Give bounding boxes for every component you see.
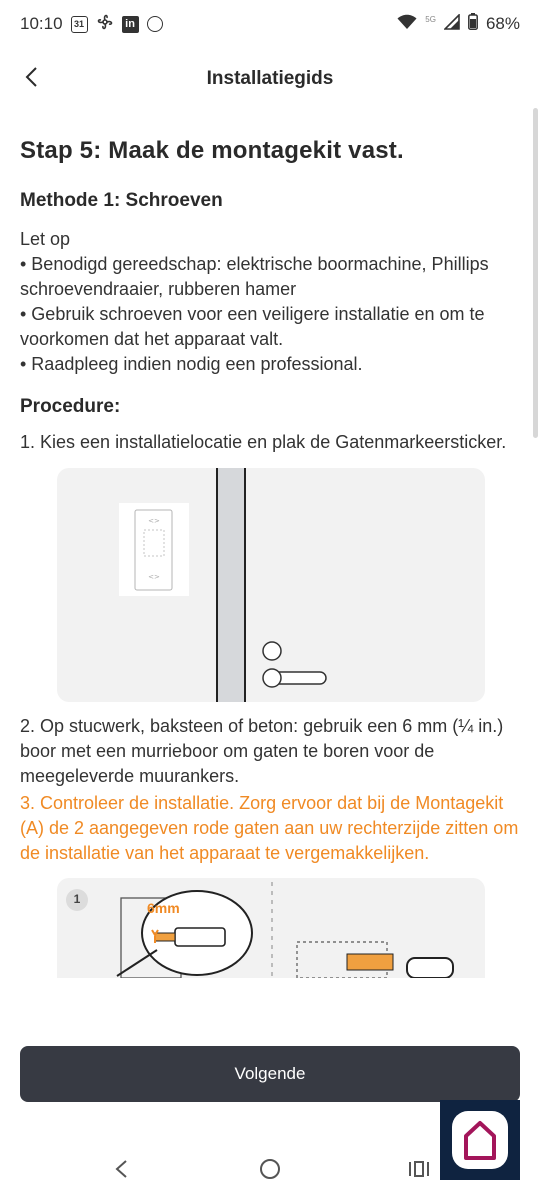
door-sticker-illustration [57, 468, 485, 702]
procedure-step-3-highlight: 3. Controleer de installatie. Zorg ervoor dat bij de Montagekit (A) de 2 aangegeven rode gaten aan uw rechterzijde zitten om de installatie van het apparaat te vergemakkelijken. [20, 793, 519, 863]
status-bar [0, 0, 540, 48]
status-time: 10:10 [20, 14, 63, 33]
note-item: • Gebruik schroeven voor een veiligere installatie en om te voorkomen dat het apparaat valt. [20, 304, 485, 349]
procedure-step-2: 2. Op stucwerk, baksteen of beton: gebruik een 6 mm (¼ in.) boor met een murrieboor om gaten te boren voor de meegeleverde muurankers. [20, 716, 504, 786]
signal-icon [444, 14, 460, 35]
guide-content [20, 110, 520, 1035]
status-left [20, 13, 163, 36]
back-button[interactable] [16, 64, 46, 94]
network-type: 5G [425, 14, 436, 24]
nav-back-icon [114, 1159, 128, 1184]
status-right [397, 13, 520, 35]
page-title: Installatiegids [206, 68, 334, 89]
next-button[interactable]: Volgende [20, 1046, 520, 1102]
procedure-title: Procedure: [20, 396, 121, 417]
procedure-step-1: 1. Kies een installatielocatie en plak de Gatenmarkeersticker. [20, 432, 507, 452]
wifi-icon [397, 14, 417, 35]
note-heading: Let op [20, 229, 71, 249]
svg-text:<>: <> [148, 573, 160, 581]
chevron-left-icon [24, 66, 38, 93]
nav-back-button[interactable] [106, 1156, 136, 1186]
method-title: Methode 1: Schroeven [20, 190, 223, 211]
scrollbar[interactable] [533, 108, 538, 438]
linkedin-icon: in [122, 16, 139, 33]
app-logo-icon [452, 1111, 508, 1169]
step-title: Stap 5: Maak de montagekit vast. [20, 137, 404, 164]
drill-size-label: 6mm [147, 900, 180, 916]
nav-home-icon [259, 1158, 281, 1185]
battery-percent: 68% [485, 14, 520, 33]
svg-text:<>: <> [148, 517, 160, 525]
nav-recents-button[interactable] [404, 1156, 434, 1186]
step-badge: 1 [73, 892, 81, 906]
system-nav-bar [0, 1140, 440, 1200]
calendar-icon: 31 [71, 16, 88, 33]
circle-icon [147, 16, 163, 32]
note-block [20, 227, 520, 377]
nav-recents-icon [407, 1159, 431, 1184]
note-item: • Benodigd gereedschap: elektrische boormachine, Phillips schroevendraaier, rubberen hamer [20, 254, 489, 299]
battery-icon [468, 13, 478, 35]
floating-app-shortcut[interactable] [440, 1100, 520, 1180]
note-item: • Raadpleeg indien nodig een professional. [20, 354, 363, 374]
drilling-illustration [57, 878, 485, 978]
nav-home-button[interactable] [255, 1156, 285, 1186]
app-header [0, 52, 540, 106]
fan-icon [96, 13, 114, 36]
